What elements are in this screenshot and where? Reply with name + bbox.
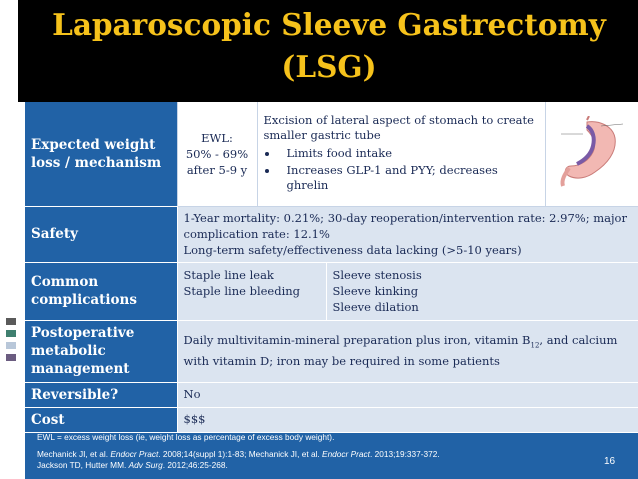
bullet-item: • Limits food intake [279, 146, 539, 161]
bullet-item: • Increases GLP-1 and PYY; decreases ghrelin [279, 163, 539, 193]
table-row-mechanism [25, 102, 638, 206]
mechanism-cell [257, 102, 545, 206]
reference-line: Jackson TD, Hutter MM. Adv Surg. 2012;46:25-268. [37, 460, 228, 470]
postop-text: , and calcium with vitamin D; iron may be required in some patients [183, 333, 618, 368]
table-row-cost [25, 407, 638, 432]
table-row-postop [25, 320, 638, 382]
ewl-line: EWL: [201, 130, 233, 145]
postop-text: Daily multivitamin-mineral preparation plus iron, vitamin B [183, 333, 531, 348]
slide-title-line2: (LSG) [281, 49, 377, 84]
grid-decoration [3, 6, 17, 96]
stomach-sleeve-illustration-icon [557, 116, 627, 192]
row-label: Postoperative metabolic management [25, 320, 177, 382]
row-label: Safety [25, 206, 177, 262]
complication-item: Sleeve kinking [332, 284, 419, 298]
slide-title-line1: Laparoscopic Sleeve Gastrectomy [52, 7, 606, 42]
table-row-complications [25, 262, 638, 320]
ewl-line: after 5-9 y [186, 162, 248, 177]
ewl-line: 50% - 69% [185, 146, 249, 161]
safety-cell [177, 206, 638, 262]
footnote-ewl: EWL = excess weight loss (ie, weight loss as percentage of excess body weight). [37, 432, 335, 442]
decor-square [6, 342, 16, 349]
complications-left-cell [177, 262, 326, 320]
mechanism-description: Excision of lateral aspect of stomach to create smaller gastric tube [263, 112, 534, 142]
slide-title [24, 4, 634, 88]
safety-line: 1-Year mortality: 0.21%; 30-day reoperation/intervention rate: 2.97%; major complication rate: 12.1% [183, 211, 627, 241]
page-number: 16 [604, 456, 616, 467]
footnotes [37, 432, 597, 471]
decor-square [6, 318, 16, 325]
decor-square [6, 354, 16, 361]
ewl-cell [177, 102, 257, 206]
mechanism-bullets [264, 146, 539, 193]
row-label: Reversible? [25, 382, 177, 407]
row-label: Common complications [25, 262, 177, 320]
left-decoration-strip [0, 0, 18, 479]
complication-item: Sleeve dilation [332, 300, 419, 314]
complication-item: Staple line bleeding [183, 284, 301, 298]
table-row-reversible [25, 382, 638, 407]
table-row-safety [25, 206, 638, 262]
reference-line: Mechanick JI, et al. Endocr Pract. 2008;14(suppl 1):1-83; Mechanick JI, et al. Endocr Pract. 2013;19:337-372. [37, 449, 440, 459]
complications-right-cell [326, 262, 638, 320]
postop-subscript: 12 [530, 341, 540, 350]
cost-value: $$$ [177, 407, 638, 432]
image-cell [545, 102, 638, 206]
row-label: Cost [25, 407, 177, 432]
complication-item: Sleeve stenosis [332, 268, 422, 282]
reversible-value: No [177, 382, 638, 407]
safety-line: Long-term safety/effectiveness data lacking (>5-10 years) [183, 243, 522, 257]
complication-item: Staple line leak [183, 268, 274, 282]
postop-cell [177, 320, 638, 382]
decor-square [6, 330, 16, 337]
lsg-table [25, 102, 638, 433]
row-label: Expected weight loss / mechanism [25, 102, 177, 206]
